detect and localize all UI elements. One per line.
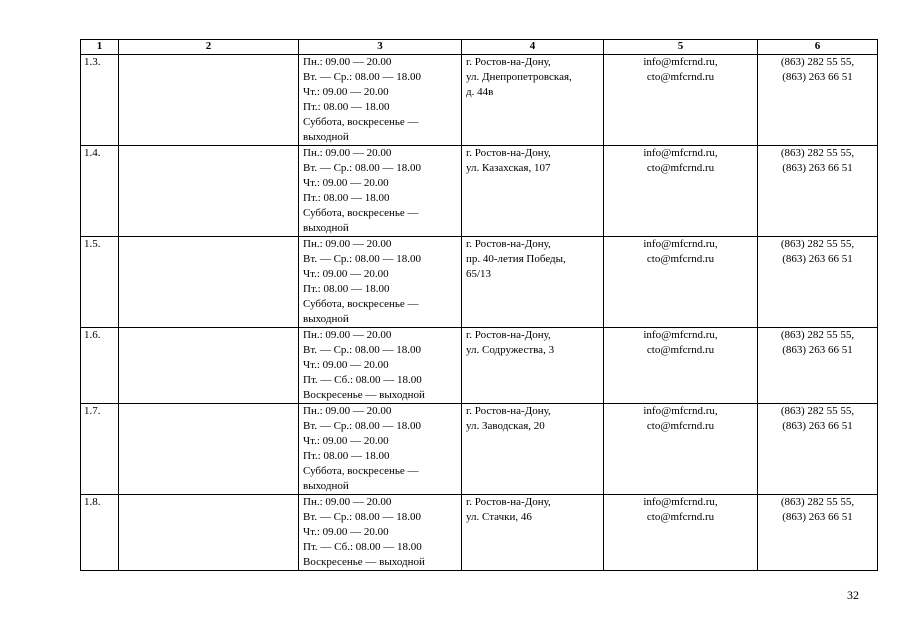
email-cell-line: cto@mfcrnd.ru xyxy=(646,162,715,174)
address-cell-line: г. Ростов-на-Дону, xyxy=(466,147,551,159)
email-cell-line: info@mfcrnd.ru, xyxy=(643,56,718,68)
table-row xyxy=(81,328,878,404)
phone-cell xyxy=(758,55,878,146)
address-cell-line: ул. Днепропетровская, xyxy=(466,71,572,83)
address-cell xyxy=(462,495,604,571)
email-cell-line: info@mfcrnd.ru, xyxy=(643,496,718,508)
email-cell-line: info@mfcrnd.ru, xyxy=(643,405,718,417)
address-cell xyxy=(462,237,604,328)
address-cell-line: ул. Заводская, 20 xyxy=(466,420,545,432)
schedule-cell-line: Пт. — Сб.: 08.00 — 18.00 xyxy=(303,541,422,553)
phone-cell-line: (863) 263 66 51 xyxy=(782,253,853,265)
address-cell xyxy=(462,404,604,495)
schedule-cell xyxy=(299,237,462,328)
schedule-cell-line: Суббота, воскресенье — xyxy=(303,207,419,219)
phone-cell-line: (863) 263 66 51 xyxy=(782,511,853,523)
email-cell-line: cto@mfcrnd.ru xyxy=(646,253,715,265)
schedule-cell-line: Пн.: 09.00 — 20.00 xyxy=(303,56,392,68)
schedule-cell-line: выходной xyxy=(303,480,349,492)
email-cell xyxy=(604,55,758,146)
address-cell-line: ул. Казахская, 107 xyxy=(466,162,551,174)
office-schedule-table xyxy=(80,39,878,571)
row-number-cell: 1.4. xyxy=(81,146,119,237)
schedule-cell-line: Вт. — Ср.: 08.00 — 18.00 xyxy=(303,71,421,83)
column-header: 6 xyxy=(758,40,878,55)
table-row xyxy=(81,55,878,146)
schedule-cell xyxy=(299,146,462,237)
phone-cell-line: (863) 282 55 55, xyxy=(780,405,855,417)
schedule-cell-line: Пн.: 09.00 — 20.00 xyxy=(303,496,392,508)
address-cell-line: ул. Стачки, 46 xyxy=(466,511,532,523)
schedule-cell-line: Пн.: 09.00 — 20.00 xyxy=(303,329,392,341)
phone-cell-line: (863) 263 66 51 xyxy=(782,162,853,174)
schedule-cell-line: Пн.: 09.00 — 20.00 xyxy=(303,147,392,159)
column-header: 3 xyxy=(299,40,462,55)
name-cell xyxy=(119,495,299,571)
email-cell-line: cto@mfcrnd.ru xyxy=(646,511,715,523)
phone-cell-line: (863) 282 55 55, xyxy=(780,56,855,68)
phone-cell-line: (863) 263 66 51 xyxy=(782,420,853,432)
name-cell xyxy=(119,237,299,328)
schedule-cell-line: Чт.: 09.00 — 20.00 xyxy=(303,359,389,371)
phone-cell xyxy=(758,328,878,404)
schedule-cell-line: Вт. — Ср.: 08.00 — 18.00 xyxy=(303,420,421,432)
email-cell-line: cto@mfcrnd.ru xyxy=(646,71,715,83)
address-cell xyxy=(462,328,604,404)
table-row xyxy=(81,495,878,571)
schedule-cell xyxy=(299,495,462,571)
email-cell-line: cto@mfcrnd.ru xyxy=(646,420,715,432)
table-header-row xyxy=(81,40,878,55)
schedule-cell-line: Суббота, воскресенье — xyxy=(303,298,419,310)
schedule-cell-line: Пт.: 08.00 — 18.00 xyxy=(303,101,390,113)
schedule-cell-line: Чт.: 09.00 — 20.00 xyxy=(303,435,389,447)
schedule-cell-line: Пт. — Сб.: 08.00 — 18.00 xyxy=(303,374,422,386)
email-cell-line: info@mfcrnd.ru, xyxy=(643,329,718,341)
schedule-cell-line: Пн.: 09.00 — 20.00 xyxy=(303,238,392,250)
address-cell-line: г. Ростов-на-Дону, xyxy=(466,56,551,68)
page-number: 32 xyxy=(847,588,859,602)
email-cell xyxy=(604,495,758,571)
table-row xyxy=(81,237,878,328)
phone-cell-line: (863) 282 55 55, xyxy=(780,329,855,341)
table-row xyxy=(81,404,878,495)
schedule-cell-line: Вт. — Ср.: 08.00 — 18.00 xyxy=(303,511,421,523)
phone-cell-line: (863) 282 55 55, xyxy=(780,147,855,159)
address-cell-line: пр. 40-летия Победы, xyxy=(466,253,566,265)
schedule-cell-line: выходной xyxy=(303,222,349,234)
address-cell xyxy=(462,55,604,146)
row-number-cell: 1.7. xyxy=(81,404,119,495)
row-number-cell: 1.8. xyxy=(81,495,119,571)
table-row xyxy=(81,146,878,237)
name-cell xyxy=(119,328,299,404)
name-cell xyxy=(119,404,299,495)
schedule-cell-line: Вт. — Ср.: 08.00 — 18.00 xyxy=(303,344,421,356)
schedule-cell-line: Суббота, воскресенье — xyxy=(303,465,419,477)
schedule-cell xyxy=(299,404,462,495)
email-cell xyxy=(604,237,758,328)
phone-cell-line: (863) 282 55 55, xyxy=(780,496,855,508)
schedule-cell-line: Пт.: 08.00 — 18.00 xyxy=(303,450,390,462)
column-header: 4 xyxy=(462,40,604,55)
email-cell xyxy=(604,146,758,237)
email-cell-line: info@mfcrnd.ru, xyxy=(643,147,718,159)
phone-cell-line: (863) 263 66 51 xyxy=(782,344,853,356)
name-cell xyxy=(119,146,299,237)
email-cell xyxy=(604,404,758,495)
address-cell-line: ул. Содружества, 3 xyxy=(466,344,555,356)
address-cell-line: г. Ростов-на-Дону, xyxy=(466,238,551,250)
column-header: 5 xyxy=(604,40,758,55)
phone-cell-line: (863) 263 66 51 xyxy=(782,71,853,83)
phone-cell-line: (863) 282 55 55, xyxy=(780,238,855,250)
email-cell-line: cto@mfcrnd.ru xyxy=(646,344,715,356)
schedule-cell-line: Суббота, воскресенье — xyxy=(303,116,419,128)
email-cell-line: info@mfcrnd.ru, xyxy=(643,238,718,250)
schedule-cell xyxy=(299,55,462,146)
schedule-cell-line: выходной xyxy=(303,131,349,143)
column-header: 1 xyxy=(81,40,119,55)
schedule-cell xyxy=(299,328,462,404)
schedule-cell-line: Пт.: 08.00 — 18.00 xyxy=(303,192,390,204)
table-body xyxy=(81,55,878,571)
address-cell-line: г. Ростов-на-Дону, xyxy=(466,405,551,417)
schedule-cell-line: Воскресенье — выходной xyxy=(303,556,425,568)
schedule-cell-line: Чт.: 09.00 — 20.00 xyxy=(303,177,389,189)
address-cell-line: д. 44в xyxy=(466,86,494,98)
schedule-cell-line: Чт.: 09.00 — 20.00 xyxy=(303,268,389,280)
schedule-cell-line: выходной xyxy=(303,313,349,325)
address-cell-line: г. Ростов-на-Дону, xyxy=(466,496,551,508)
row-number-cell: 1.3. xyxy=(81,55,119,146)
row-number-cell: 1.5. xyxy=(81,237,119,328)
schedule-cell-line: Чт.: 09.00 — 20.00 xyxy=(303,86,389,98)
address-cell-line: 65/13 xyxy=(466,268,492,280)
row-number-cell: 1.6. xyxy=(81,328,119,404)
phone-cell xyxy=(758,404,878,495)
schedule-cell-line: Вт. — Ср.: 08.00 — 18.00 xyxy=(303,253,421,265)
email-cell xyxy=(604,328,758,404)
address-cell xyxy=(462,146,604,237)
schedule-cell-line: Пн.: 09.00 — 20.00 xyxy=(303,405,392,417)
address-cell-line: г. Ростов-на-Дону, xyxy=(466,329,551,341)
schedule-cell-line: Пт.: 08.00 — 18.00 xyxy=(303,283,390,295)
schedule-cell-line: Чт.: 09.00 — 20.00 xyxy=(303,526,389,538)
phone-cell xyxy=(758,237,878,328)
name-cell xyxy=(119,55,299,146)
schedule-cell-line: Вт. — Ср.: 08.00 — 18.00 xyxy=(303,162,421,174)
schedule-cell-line: Воскресенье — выходной xyxy=(303,389,425,401)
phone-cell xyxy=(758,495,878,571)
column-header: 2 xyxy=(119,40,299,55)
phone-cell xyxy=(758,146,878,237)
